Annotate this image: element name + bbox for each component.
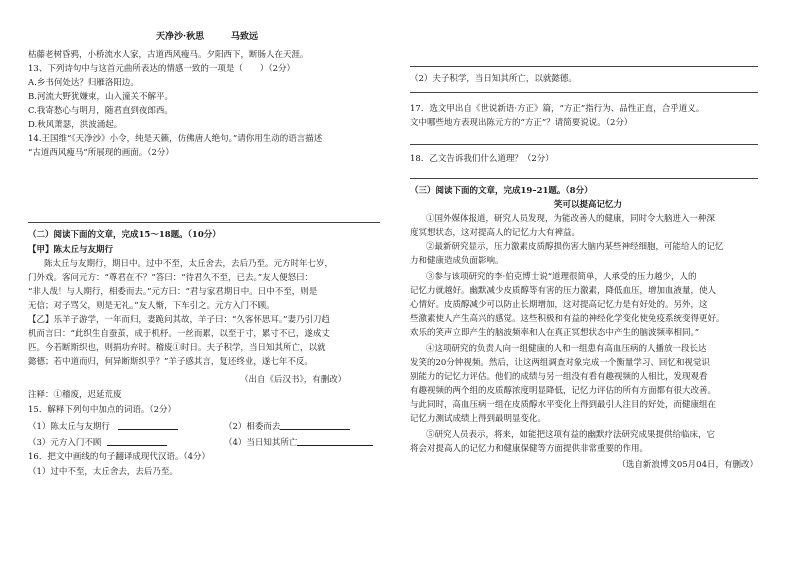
paragraph-line: 欢乐的笑声立即产生的脑波频率和人在真正冥想状态中产生的脑波频率相同。” — [410, 328, 700, 338]
q17-line-1: 17．选文甲出自《世说新语·方正》篇，“方正”指行为、品性正直，合乎道义。 — [410, 104, 705, 114]
paragraph-line: 将会对提高人的记忆力和健康保健等方面提供非常重要的作用。 — [410, 444, 649, 454]
poem-author: 马致远 — [231, 32, 259, 42]
paragraph-line: ⑤研究人员表示，将来，如能把这项有益的幽默疗法研究成果提供给临床，它 — [426, 430, 716, 440]
q14-line-2: “古道西风瘦马”所展现的画面。（2分） — [28, 148, 174, 158]
q16-item-1: （1）过中不至，太丘舍去，去后乃至。 — [28, 467, 178, 477]
poem-text: 枯藤老树昏鸦，小桥流水人家，古道西风瘦马。夕阳西下，断肠人在天涯。 — [28, 50, 309, 60]
q15-item: （2）相委而去 — [224, 420, 350, 433]
q16-item-2: （2）夫子积学，当日知其所亡，以就懿德。 — [410, 74, 577, 84]
paragraph-line: 有趣视频的两个组的皮质醇浓度明显降低，记忆力评估的所有方面都有很大改善。 — [410, 386, 717, 396]
q13-option-d: D.秋风萧瑟，洪波涌起。 — [28, 120, 123, 130]
section3-header: （三）阅读下面的文章，完成19–21题。（8分） — [410, 186, 593, 196]
q13-option-b: B.河流大野犹嫌束，山入潼关不解平。 — [28, 92, 173, 102]
answer-blank[interactable] — [280, 420, 350, 430]
jia-line: 无信；对子骂父，则是无礼。”友人惭，下车引之。元方入门不顾。 — [28, 301, 275, 311]
paragraph-line: 记忆力测试成绩上得到最明显变化。 — [410, 414, 547, 424]
yi-line: 匹。今若断斯织也，则捐功弃时。稽废①时日。夫子积学，当日知其所亡，以就 — [28, 343, 326, 353]
yi-line: 懿德；若中道而归，何异断斯织乎？”羊子感其言，复还终业，遂七年不反。 — [28, 357, 313, 367]
paragraph-line: ④这项研究的负责人向一组健康的人和一组患有高血压病的人播放一段长达 — [426, 344, 707, 354]
jia-line: “非人哉！与人期行，相委而去。”元方曰：“君与家君期日中。日中不至，则是 — [28, 287, 318, 297]
paragraph-line: 记忆力就越好。幽默减少皮质醇等有害的压力激素，降低血压，增加血液量，使人 — [410, 286, 717, 296]
section2-header: （二）阅读下面的文章，完成15～18题。（10分） — [28, 230, 221, 240]
paragraph-line: ③参与该项研究的李·伯克博士说“道理很简单，人承受的压力越少，人的 — [426, 272, 697, 282]
source-citation: （选自新浪博文05月04日，有删改） — [617, 460, 758, 470]
q15-item: （3）元方入门不顾 — [28, 436, 167, 449]
article-title: 笑可以提高记忆力 — [553, 200, 622, 210]
jia-line: 门外戏。客问元方：“尊君在不？”答曰：“待君久不至，已去。”友人便怒曰： — [28, 273, 314, 283]
paragraph-line: 些激素使人产生高兴的感觉。这些积极和有益的神经化学变化使免疫系统变得更好。 — [410, 314, 725, 324]
answer-rule — [28, 222, 380, 223]
q14-line-1: 14.王国维“《天净沙》小令，纯是天籁，仿佛唐人绝句。”请你用生动的语言描述 — [28, 134, 323, 144]
paragraph-line: ①国外媒体报道，研究人员发现，为能改善人的健康，同时令大脑进入一种深 — [426, 214, 716, 224]
answer-blank[interactable] — [118, 420, 178, 430]
answer-rule — [410, 66, 758, 67]
answer-blank[interactable] — [297, 436, 373, 446]
jia-title: 【甲】陈太丘与友期行 — [28, 245, 114, 255]
yi-line: 机而言曰：“此织生自蚕茧，成于机杼。一丝而累，以至于寸，累寸不已，遂成丈 — [28, 329, 330, 339]
paragraph-line: 发笑的20分钟视频。然后，让这两组调查对象完成一个衡量学习、回忆和视觉识 — [410, 358, 710, 368]
source-citation: （出自《后汉书》，有删改） — [240, 375, 347, 385]
q15-item: （1）陈太丘与友期行 — [28, 420, 178, 433]
paragraph-line: 力和健康造成负面影响。 — [410, 256, 504, 266]
answer-rule — [410, 144, 758, 145]
q13-option-a: A.乡书何处达？归雁洛阳边。 — [28, 78, 139, 88]
annotation-note: 注释：①稽废，迟延荒废 — [28, 390, 122, 400]
answer-rule — [410, 92, 758, 93]
q13-stem: 13、下列诗句中与这首元曲所表达的情感一致的一项是（ ）（2分） — [28, 64, 295, 74]
q17-line-2: 文中哪些地方表现出陈元方的“方正”？请简要说说。（2分） — [410, 118, 633, 128]
answer-blank[interactable] — [107, 436, 167, 446]
q18-stem: 18．乙文告诉我们什么道理？（2分） — [410, 154, 554, 164]
answer-rule — [410, 178, 758, 179]
jia-line: 陈太丘与友期行，期日中。过中不至，太丘舍去，去后乃至。元方时年七岁， — [44, 259, 334, 269]
poem-title: 天净沙·秋思 — [156, 32, 205, 42]
q13-option-c: C.我寄愁心与明月，随君直到夜郎西。 — [28, 106, 173, 116]
paragraph-line: 与此同时，高血压病一组在皮质醇水平变化上得到最引人注目的好处，而健康组在 — [410, 400, 717, 410]
paragraph-line: 度冥想状态，这对提高人的记忆力大有裨益。 — [410, 228, 581, 238]
q15-stem: 15．解释下列句中加点的词语。（2分） — [28, 405, 176, 415]
paragraph-line: 别能力的记忆力评估。他们的成绩与另一组没有看有趣视频的人相比，发现观看 — [410, 372, 708, 382]
yi-line: 【乙】乐羊子游学，一年而归，妻跪问其故，羊子曰：“久客怀思耳。”妻乃引刀趋 — [28, 315, 330, 325]
paragraph-line: ②最新研究显示，压力激素皮质醇损伤害大脑内某些神经细胞，可能给人的记忆 — [426, 242, 724, 252]
q15-item: （4）当日知其所亡 — [224, 436, 373, 449]
paragraph-line: 心情好。皮质醇减少可以防止长期增加，这对提高记忆力是有好处的。另外，这 — [410, 300, 708, 310]
q16-stem: 16．把文中画线的句子翻译成现代汉语。（4分） — [28, 452, 210, 462]
